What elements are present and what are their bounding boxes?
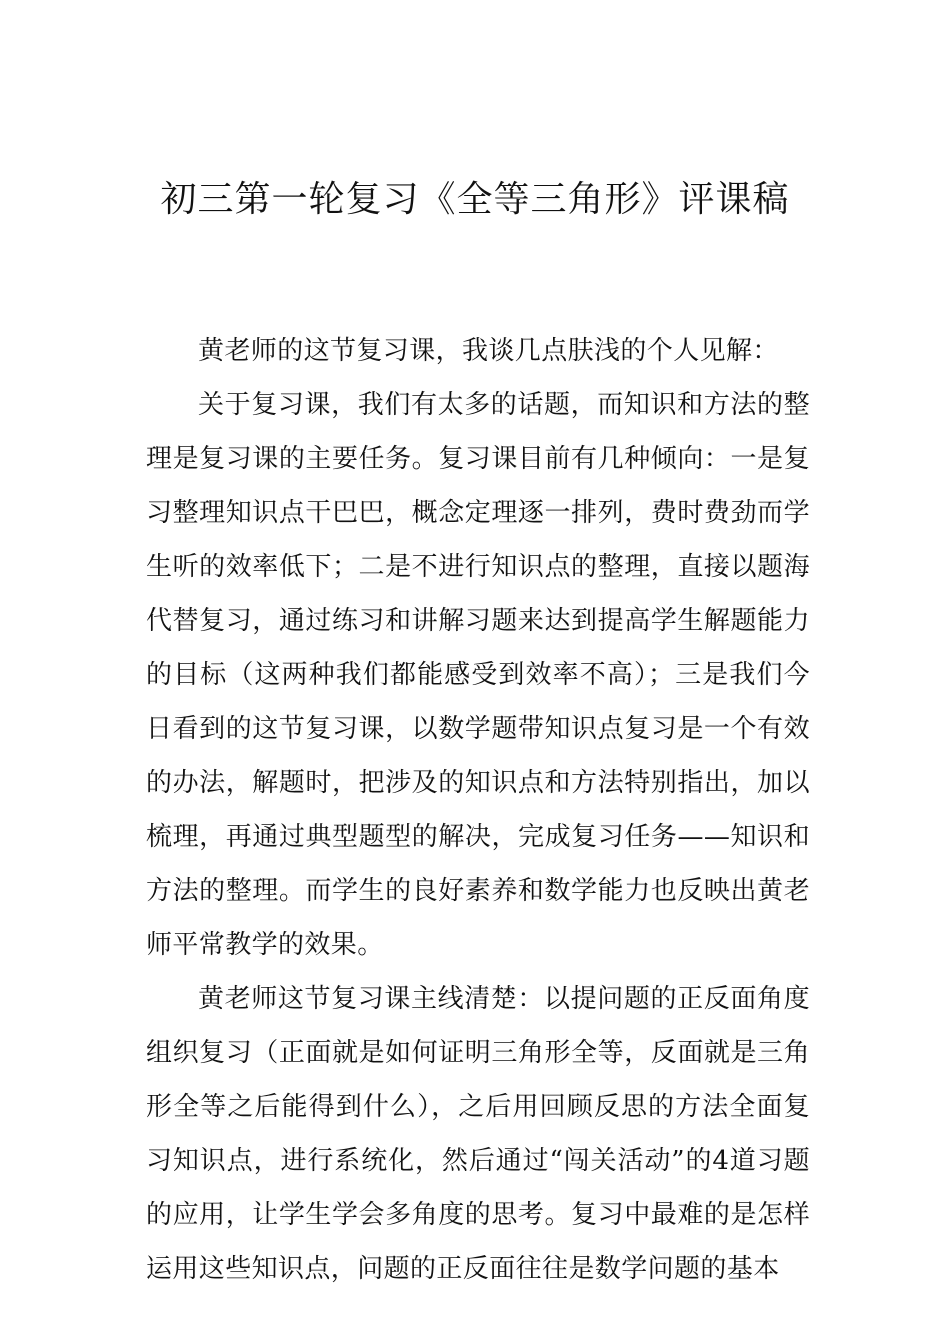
paragraph-lesson-structure: 黄老师这节复习课主线清楚：以提问题的正反面角度组织复习（正面就是如何证明三角形全等，反面就是三角形全等之后能得到什么），之后用回顾反思的方法全面复习知识点，进行系统化，然后通过“闯关活动”的4道习题的应用，让学生学会多角度的思考。复习中最难的是怎样运用这些知识点，问题的正反面往往是数学问题的基本: [146, 984, 810, 1284]
document-body: [146, 324, 810, 1296]
paragraph-review-discussion: 关于复习课，我们有太多的话题，而知识和方法的整理是复习课的主要任务。复习课目前有几种倾向：一是复习整理知识点干巴巴，概念定理逐一排列，费时费劲而学生听的效率低下；二是不进行知识点的整理，直接以题海代替复习，通过练习和讲解习题来达到提高学生解题能力的目标（这两种我们都能感受到效率不高）；三是我们今日看到的这节复习课，以数学题带知识点复习是一个有效的办法，解题时，把涉及的知识点和方法特别指出，加以梳理，再通过典型题型的解决，完成复习任务——知识和方法的整理。而学生的良好素养和数学能力也反映出黄老师平常教学的效果。: [146, 390, 810, 960]
paragraph-intro: 黄老师的这节复习课，我谈几点肤浅的个人见解：: [198, 336, 779, 366]
document-title: 初三第一轮复习《全等三角形》评课稿: [160, 179, 790, 220]
